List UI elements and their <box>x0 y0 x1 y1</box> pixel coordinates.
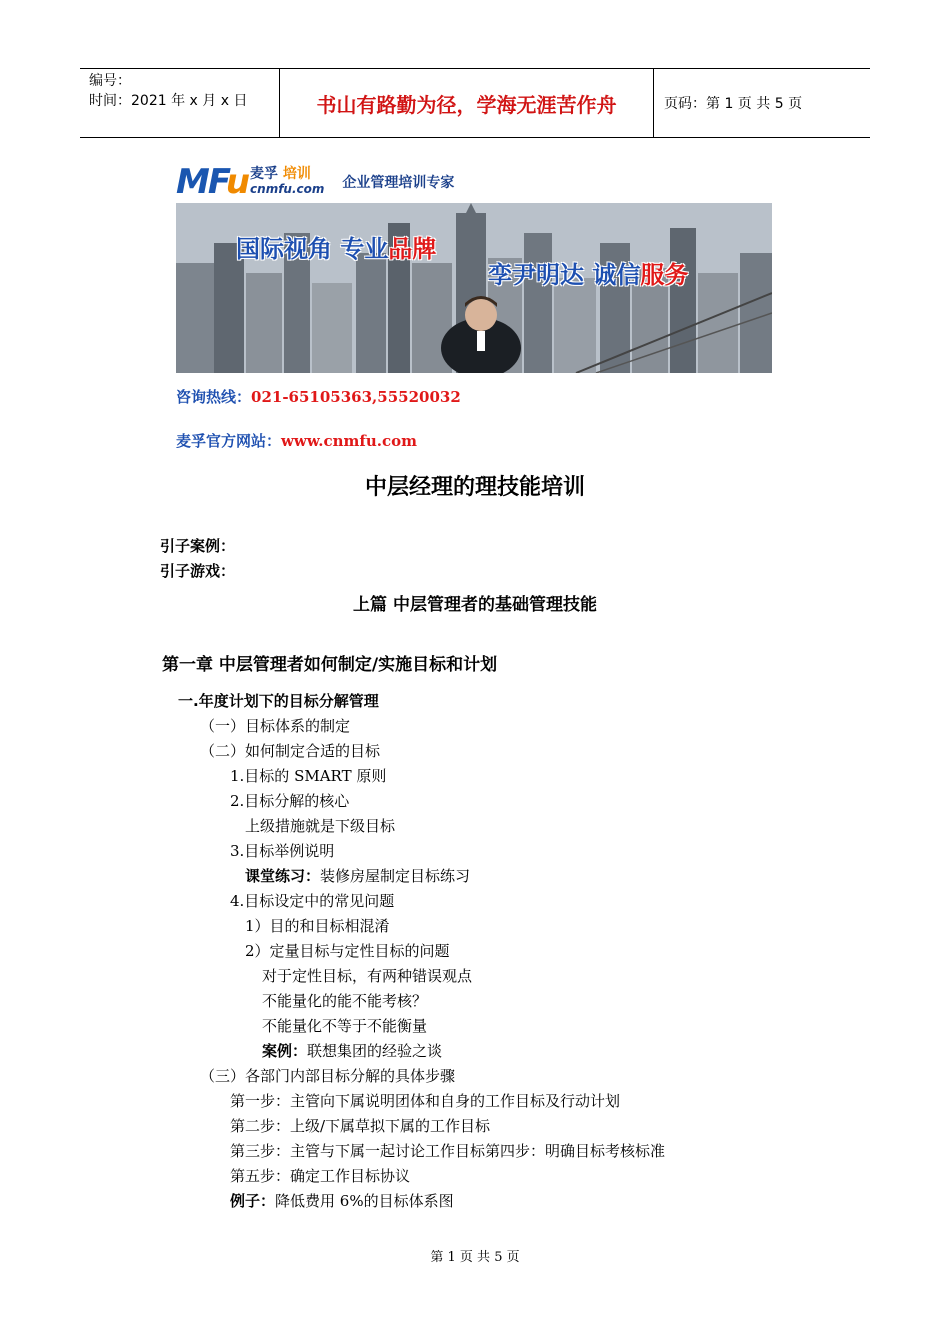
logo-cn: 麦孚 <box>250 166 279 182</box>
header-left-cell <box>80 69 280 137</box>
hotline-label: 咨询热线： <box>176 388 252 406</box>
page-footer: 第 1 页 共 5 页 <box>430 1250 520 1265</box>
logo <box>176 160 454 204</box>
step-2: 第二步：上级/下属草拟下属的工作目标 <box>230 1117 491 1135</box>
example-text: 降低费用 6%的目标体系图 <box>275 1192 454 1210</box>
time-label: 时间：2021 年 x 月 x 日 <box>89 93 248 109</box>
item-4: 4.目标设定中的常见问题 <box>230 892 395 910</box>
case-label: 案例： <box>262 1042 308 1060</box>
exercise-text: 装修房屋制定目标练习 <box>320 867 471 885</box>
subsection-2: （二）如何制定合适的目标 <box>200 742 381 760</box>
slogan-2 <box>488 255 688 290</box>
item-2-detail: 上级措施就是下级目标 <box>245 817 396 835</box>
slogan-2-highlight: 服务 <box>640 261 689 289</box>
case-text: 联想集团的经验之谈 <box>307 1042 443 1060</box>
logo-tagline: 企业管理培训专家 <box>342 175 455 191</box>
item-4-2-c: 不能量化不等于不能衡量 <box>262 1017 428 1035</box>
case <box>262 1041 442 1061</box>
logo-domain: cnmfu.com <box>250 182 325 196</box>
hotline <box>176 386 461 407</box>
website-url: www.cnmfu.com <box>281 432 417 450</box>
banner-photo <box>176 203 772 373</box>
logo-mf: MF <box>176 162 226 202</box>
intro-game: 引子游戏： <box>160 562 236 580</box>
step-1: 第一步：主管向下属说明团体和自身的工作目标及行动计划 <box>230 1092 621 1110</box>
logo-text <box>250 167 324 197</box>
item-2: 2.目标分解的核心 <box>230 792 350 810</box>
document-title: 中层经理的理技能培训 <box>364 475 585 500</box>
step-5: 第五步：确定工作目标协议 <box>230 1167 411 1185</box>
subsection-3: （三）各部门内部目标分解的具体步骤 <box>200 1067 456 1085</box>
intro-case: 引子案例： <box>160 537 236 555</box>
website <box>176 430 417 451</box>
logo-u: u <box>225 162 249 202</box>
item-4-2-b: 不能量化的能不能考核？ <box>262 992 428 1010</box>
slogan-1-highlight: 品牌 <box>388 235 437 263</box>
exercise-label: 课堂练习： <box>245 867 321 885</box>
subsection-1: （一）目标体系的制定 <box>200 717 351 735</box>
slogan-1 <box>236 229 436 264</box>
motto: 书山有路勤为径，学海无涯苦作舟 <box>280 69 654 137</box>
page-label: 页码：第 1 页 共 5 页 <box>664 96 803 112</box>
exercise <box>245 866 470 886</box>
hotline-number: 021-65105363,55520032 <box>251 388 461 406</box>
logo-mark <box>176 162 248 202</box>
step-3: 第三步：主管与下属一起讨论工作目标第四步：明确目标考核标准 <box>230 1142 666 1160</box>
website-label: 麦孚官方网站： <box>176 432 282 450</box>
chapter-title: 第一章 中层管理者如何制定/实施目标和计划 <box>162 655 498 675</box>
item-4-1: 1）目的和目标相混淆 <box>245 917 390 935</box>
example <box>230 1191 454 1211</box>
slogan-1-text: 国际视角 专业 <box>236 235 389 263</box>
item-1: 1.目标的 SMART 原则 <box>230 767 387 785</box>
company-banner <box>176 160 772 456</box>
section-1: 一.年度计划下的目标分解管理 <box>178 692 379 710</box>
item-4-2-a: 对于定性目标，有两种错误观点 <box>262 967 473 985</box>
item-3: 3.目标举例说明 <box>230 842 335 860</box>
number-label: 编号： <box>89 73 131 89</box>
header-table <box>80 68 870 138</box>
part-title: 上篇 中层管理者的基础管理技能 <box>353 595 597 615</box>
example-label: 例子： <box>230 1192 276 1210</box>
logo-cn2: 培训 <box>282 166 311 182</box>
slogan-2-text: 孪尹明达 诚信 <box>488 261 641 289</box>
item-4-2: 2）定量目标与定性目标的问题 <box>245 942 450 960</box>
